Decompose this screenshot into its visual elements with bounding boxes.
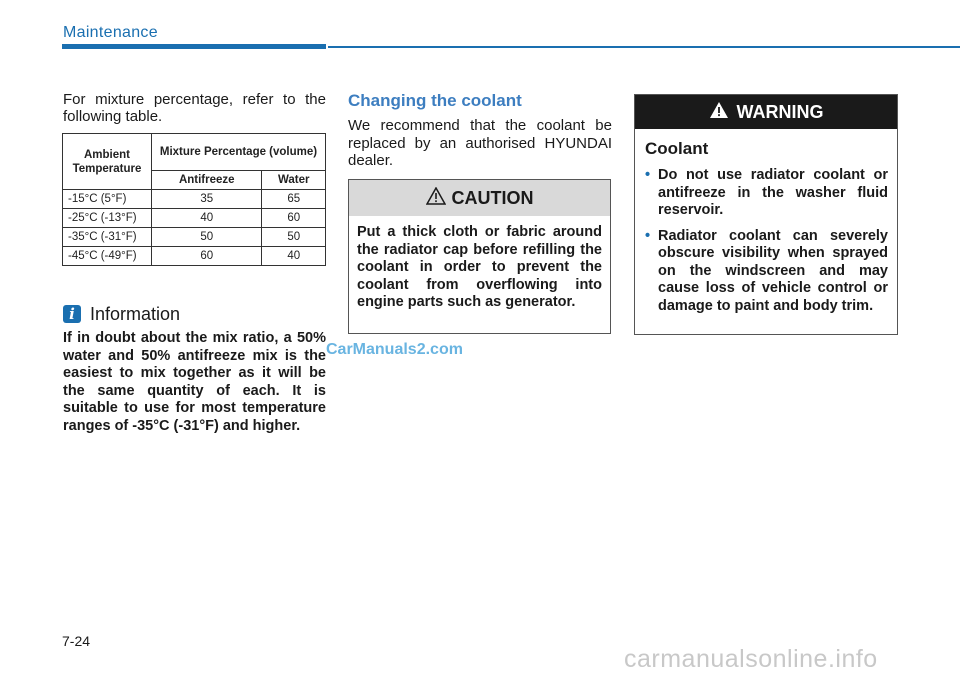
table-row [63, 247, 326, 266]
page-number: 7-24 [62, 633, 91, 649]
cell-antifreeze: 40 [152, 209, 262, 228]
warning-header [635, 95, 897, 129]
caution-label: CAUTION [451, 187, 534, 208]
intro-text: For mixture percentage, refer to the following table. [63, 91, 326, 125]
information-icon: i [63, 305, 81, 323]
bullet-icon: • [645, 227, 651, 244]
table-header-mixture: Mixture Percentage (volume) [152, 134, 326, 171]
information-body: If in doubt about the mix ratio, a 50% water and 50% antifreeze mix is the easiest to mix together as it will be the same quantity of each. It is suitable to use for most temperature ranges of -35°C (-31°F) and higher. [63, 330, 326, 434]
cell-temperature: -25°C (-13°F) [63, 209, 152, 228]
cell-temperature: -45°C (-49°F) [63, 247, 152, 266]
warning-item-text: Radiator coolant can severely obscure visibility when sprayed on the windscreen and may cause loss of vehicle control or damage to paint and body trim. [658, 227, 888, 314]
cell-temperature: -35°C (-31°F) [63, 228, 152, 247]
bullet-icon: • [645, 167, 651, 183]
table-row [63, 209, 326, 228]
warning-triangle-icon [709, 101, 729, 124]
mixture-table [62, 133, 326, 266]
footer-watermark: carmanualsonline.info [624, 645, 878, 673]
warning-box [634, 94, 898, 335]
list-item [645, 228, 888, 316]
cell-water: 50 [262, 228, 326, 247]
section-title: Maintenance [63, 24, 158, 41]
cell-water: 40 [262, 247, 326, 266]
caution-body: Put a thick cloth or fabric around the radiator cap before refilling the coolant in order to prevent the coolant from overflowing into engine parts such as generator. [357, 224, 602, 310]
cell-antifreeze: 35 [152, 190, 262, 209]
changing-coolant-text: We recommend that the coolant be replaced by an authorised HYUNDAI dealer. [348, 117, 612, 169]
cell-water: 65 [262, 190, 326, 209]
cell-water: 60 [262, 209, 326, 228]
cell-antifreeze: 60 [152, 247, 262, 266]
warning-subtitle: Coolant [645, 139, 709, 158]
caution-triangle-icon [426, 187, 446, 210]
table-row [63, 190, 326, 209]
header-rule-thin [328, 46, 960, 48]
list-item [645, 167, 888, 220]
header-rule-thick [62, 44, 326, 49]
watermark-text: CarManuals2.com [326, 341, 463, 358]
caution-box [348, 179, 611, 334]
table-header-temperature: Ambient Temperature [63, 134, 152, 190]
warning-item-text: Do not use radiator coolant or antifreeze in the washer fluid reservoir. [658, 167, 888, 218]
changing-coolant-heading: Changing the coolant [348, 91, 522, 110]
table-header-antifreeze: Antifreeze [152, 171, 262, 190]
information-title: Information [90, 304, 181, 324]
table-row [63, 228, 326, 247]
cell-temperature: -15°C (5°F) [63, 190, 152, 209]
table-header-water: Water [262, 171, 326, 190]
cell-antifreeze: 50 [152, 228, 262, 247]
warning-label: WARNING [736, 101, 824, 122]
warning-list [645, 167, 888, 315]
caution-header [349, 180, 610, 216]
